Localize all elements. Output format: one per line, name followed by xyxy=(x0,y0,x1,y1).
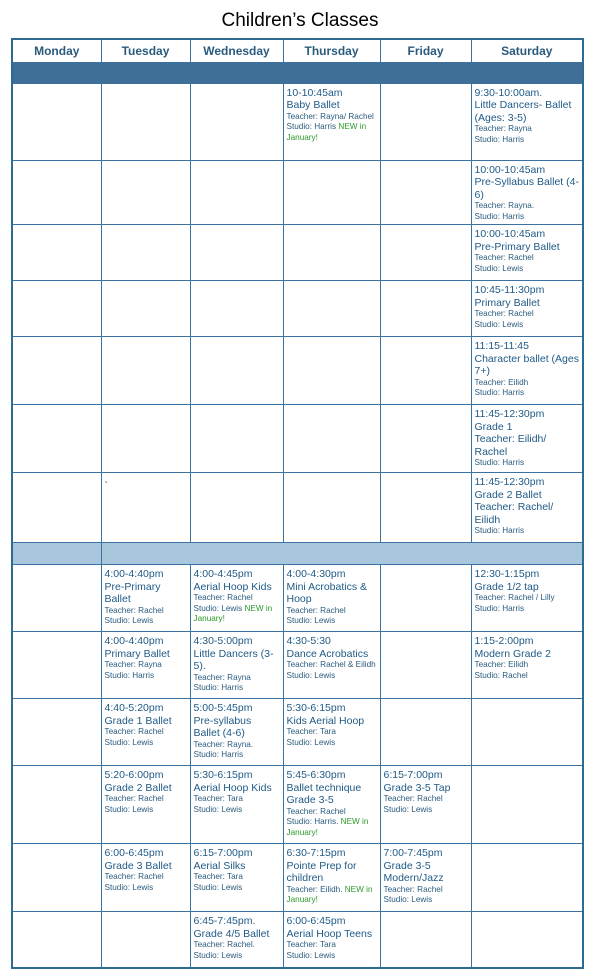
class-cell: 11:15-11:45 Character ballet (Ages 7+) Teacher: Eilidh Studio: Harris xyxy=(471,337,583,405)
col-header-monday: Monday xyxy=(12,39,101,62)
table-row xyxy=(12,766,583,844)
stray-mark: ` xyxy=(104,481,108,492)
class-cell: 5:30-6:15pm Aerial Hoop Kids Teacher: Tara Studio: Lewis xyxy=(190,766,283,844)
table-row xyxy=(12,699,583,766)
class-cell: 4:00-4:30pm Mini Acrobatics & Hoop Teacher: Rachel Studio: Lewis xyxy=(283,565,380,632)
class-cell: 5:30-6:15pm Kids Aerial Hoop Teacher: Tara Studio: Lewis xyxy=(283,699,380,766)
class-cell: 1:15-2:00pm Modern Grade 2 Teacher: Eilidh Studio: Rachel xyxy=(471,632,583,699)
col-header-friday: Friday xyxy=(380,39,471,62)
schedule-table xyxy=(11,38,584,969)
new-badge: NEW in January! xyxy=(286,817,369,837)
class-cell: 5:00-5:45pm Pre-syllabus Ballet (4-6) Teacher: Rayna. Studio: Harris xyxy=(190,699,283,766)
class-cell: 4:40-5:20pm Grade 1 Ballet Teacher: Rachel Studio: Lewis xyxy=(101,699,190,766)
class-cell: 11:45-12:30pm Grade 1 Teacher: Eilidh/ Rachel Studio: Harris xyxy=(471,405,583,473)
table-row xyxy=(12,281,583,337)
class-cell: 10:45-11:30pm Primary Ballet Teacher: Rachel Studio: Lewis xyxy=(471,281,583,337)
table-row xyxy=(12,844,583,912)
new-badge: NEW in January! xyxy=(286,884,373,904)
class-cell: 7:00-7:45pm Grade 3-5 Modern/Jazz Teacher: Rachel Studio: Lewis xyxy=(380,844,471,912)
table-row xyxy=(12,632,583,699)
class-cell: 11:45-12:30pm Grade 2 Ballet Teacher: Rachel/ Eilidh Studio: Harris xyxy=(471,473,583,543)
table-row xyxy=(12,225,583,281)
class-cell: 4:00-4:45pm Aerial Hoop Kids Teacher: Rachel Studio: Lewis NEW in January! xyxy=(190,565,283,632)
table-row xyxy=(12,473,583,543)
class-cell: 6:45-7:45pm. Grade 4/5 Ballet Teacher: Rachel. Studio: Lewis xyxy=(190,912,283,968)
table-row xyxy=(12,565,583,632)
class-cell: 12:30-1:15pm Grade 1/2 tap Teacher: Rachel / Lilly Studio: Harris xyxy=(471,565,583,632)
class-cell: 4:00-4:40pm Primary Ballet Teacher: Rayna Studio: Harris xyxy=(101,632,190,699)
table-row xyxy=(12,912,583,968)
col-header-thursday: Thursday xyxy=(283,39,380,62)
class-cell: 6:15-7:00pm Aerial Silks Teacher: Tara Studio: Lewis xyxy=(190,844,283,912)
morning-band-fill xyxy=(12,62,583,83)
class-cell: 4:00-4:40pm Pre-Primary Ballet Teacher: Rachel Studio: Lewis xyxy=(101,565,190,632)
morning-band xyxy=(12,62,583,83)
new-badge: NEW in January! xyxy=(286,122,367,142)
class-cell: 6:30-7:15pm Pointe Prep for children Teacher: Eilidh. NEW in January! xyxy=(283,844,380,912)
new-badge: NEW in January! xyxy=(193,603,273,623)
col-header-tuesday: Tuesday xyxy=(101,39,190,62)
col-header-saturday: Saturday xyxy=(471,39,583,62)
class-cell: 10-10:45am Baby Ballet Teacher: Rayna/ Rachel Studio: Harris NEW in January! xyxy=(283,83,380,160)
class-cell: 10:00-10:45am Pre-Syllabus Ballet (4-6) Teacher: Rayna. Studio: Harris xyxy=(471,160,583,225)
table-row xyxy=(12,405,583,473)
table-row xyxy=(12,83,583,160)
class-cell: 4:30-5:30 Dance Acrobatics Teacher: Rachel & Eilidh Studio: Lewis xyxy=(283,632,380,699)
class-cell: 9:30-10:00am. Little Dancers- Ballet (Ages: 3-5) Teacher: Rayna Studio: Harris xyxy=(471,83,583,160)
class-cell: 5:20-6:00pm Grade 2 Ballet Teacher: Rachel Studio: Lewis xyxy=(101,766,190,844)
table-row xyxy=(12,337,583,405)
table-row xyxy=(12,160,583,225)
class-cell: 5:45-6:30pm Ballet technique Grade 3-5 Teacher: Rachel Studio: Harris. NEW in January! xyxy=(283,766,380,844)
class-cell: 6:15-7:00pm Grade 3-5 Tap Teacher: Rachel Studio: Lewis xyxy=(380,766,471,844)
class-cell: 6:00-6:45pm Aerial Hoop Teens Teacher: Tara Studio: Lewis xyxy=(283,912,380,968)
col-header-wednesday: Wednesday xyxy=(190,39,283,62)
header-row xyxy=(12,39,583,62)
class-cell: 10:00-10:45am Pre-Primary Ballet Teacher: Rachel Studio: Lewis xyxy=(471,225,583,281)
class-cell: 4:30-5:00pm Little Dancers (3-5). Teacher: Rayna Studio: Harris xyxy=(190,632,283,699)
class-cell: 6:00-6:45pm Grade 3 Ballet Teacher: Rachel Studio: Lewis xyxy=(101,844,190,912)
afternoon-band xyxy=(12,543,583,565)
page-title: Children’s Classes xyxy=(221,10,379,31)
